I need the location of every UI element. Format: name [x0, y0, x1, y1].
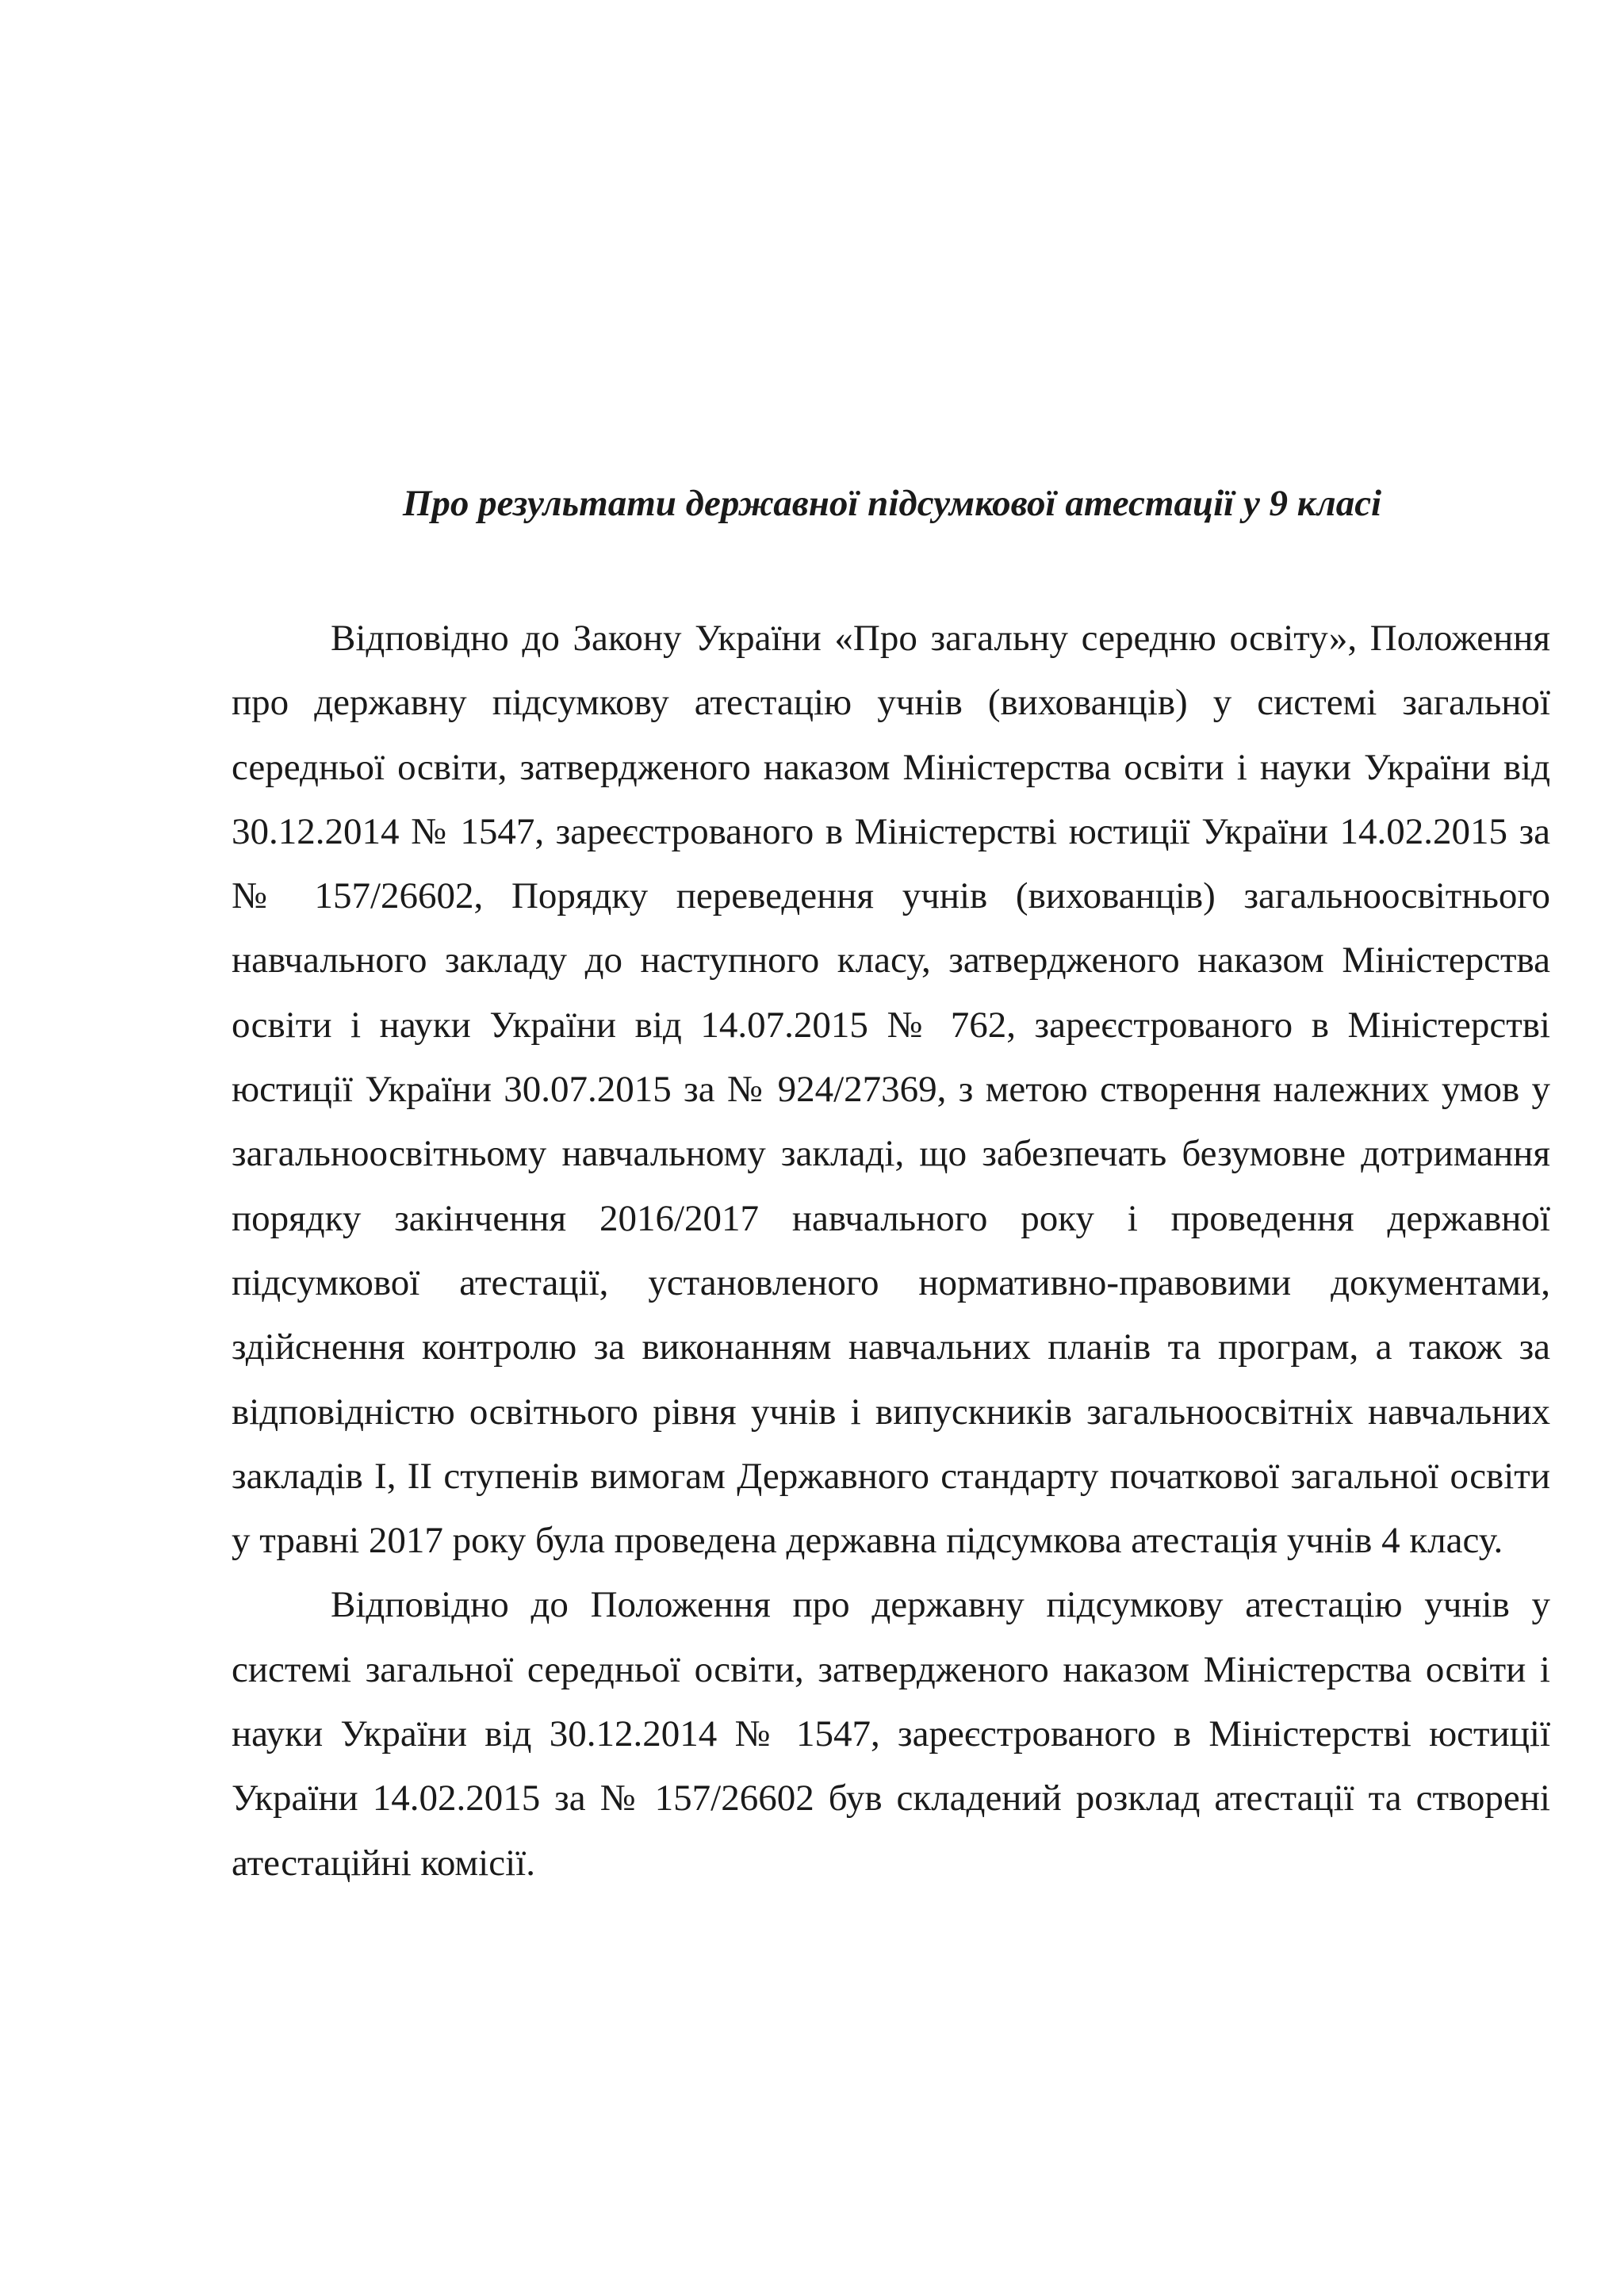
- body-paragraph-2: Відповідно до Положення про державну підсумкову атестацію учнів у системі загальної середньої освіти, затвердженого наказом Міністерства освіти і науки України від 30.12.2014 № 1547, зареєстрованого в Міністерстві юстиції України 14.02.2015 за № 157/26602 був складений розклад атестації та створені атестаційні комісії.: [232, 1584, 1550, 1884]
- body-paragraph-1: Відповідно до Закону України «Про загальну середню освіту», Положення про державну підсумкову атестацію учнів (вихованців) у системі загальної середньої освіти, затвердженого наказом Міністерства освіти і науки України від 30.12.2014 № 1547, зареєстрованого в Міністерстві юстиції України 14.02.2015 за № 157/26602, Порядку переведення учнів (вихованців) загальноосвітнього навчального закладу до наступного класу, затвердженого наказом Міністерства освіти і науки України від 14.07.2015 № 762, зареєстрованого в Міністерстві юстиції України 30.07.2015 за № 924/27369, з метою створення належних умов у загальноосвітньому навчальному закладі, що забезпечать безумовне дотримання порядку закінчення 2016/2017 навчального року і проведення державної підсумкової атестації, установленого нормативно-правовими документами, здійснення контролю за виконанням навчальних планів та програм, а також за відповідністю освітнього рівня учнів і випускників загальноосвітніх навчальних закладів І, ІІ ступенів вимогам Державного стандарту початкової загальної освіти у травні 2017 року була проведена державна підсумкова атестація учнів 4 класу.: [232, 618, 1550, 1562]
- document-title: Про результати державної підсумкової атестації у 9 класі: [402, 483, 1382, 524]
- document-body: [232, 607, 1550, 1896]
